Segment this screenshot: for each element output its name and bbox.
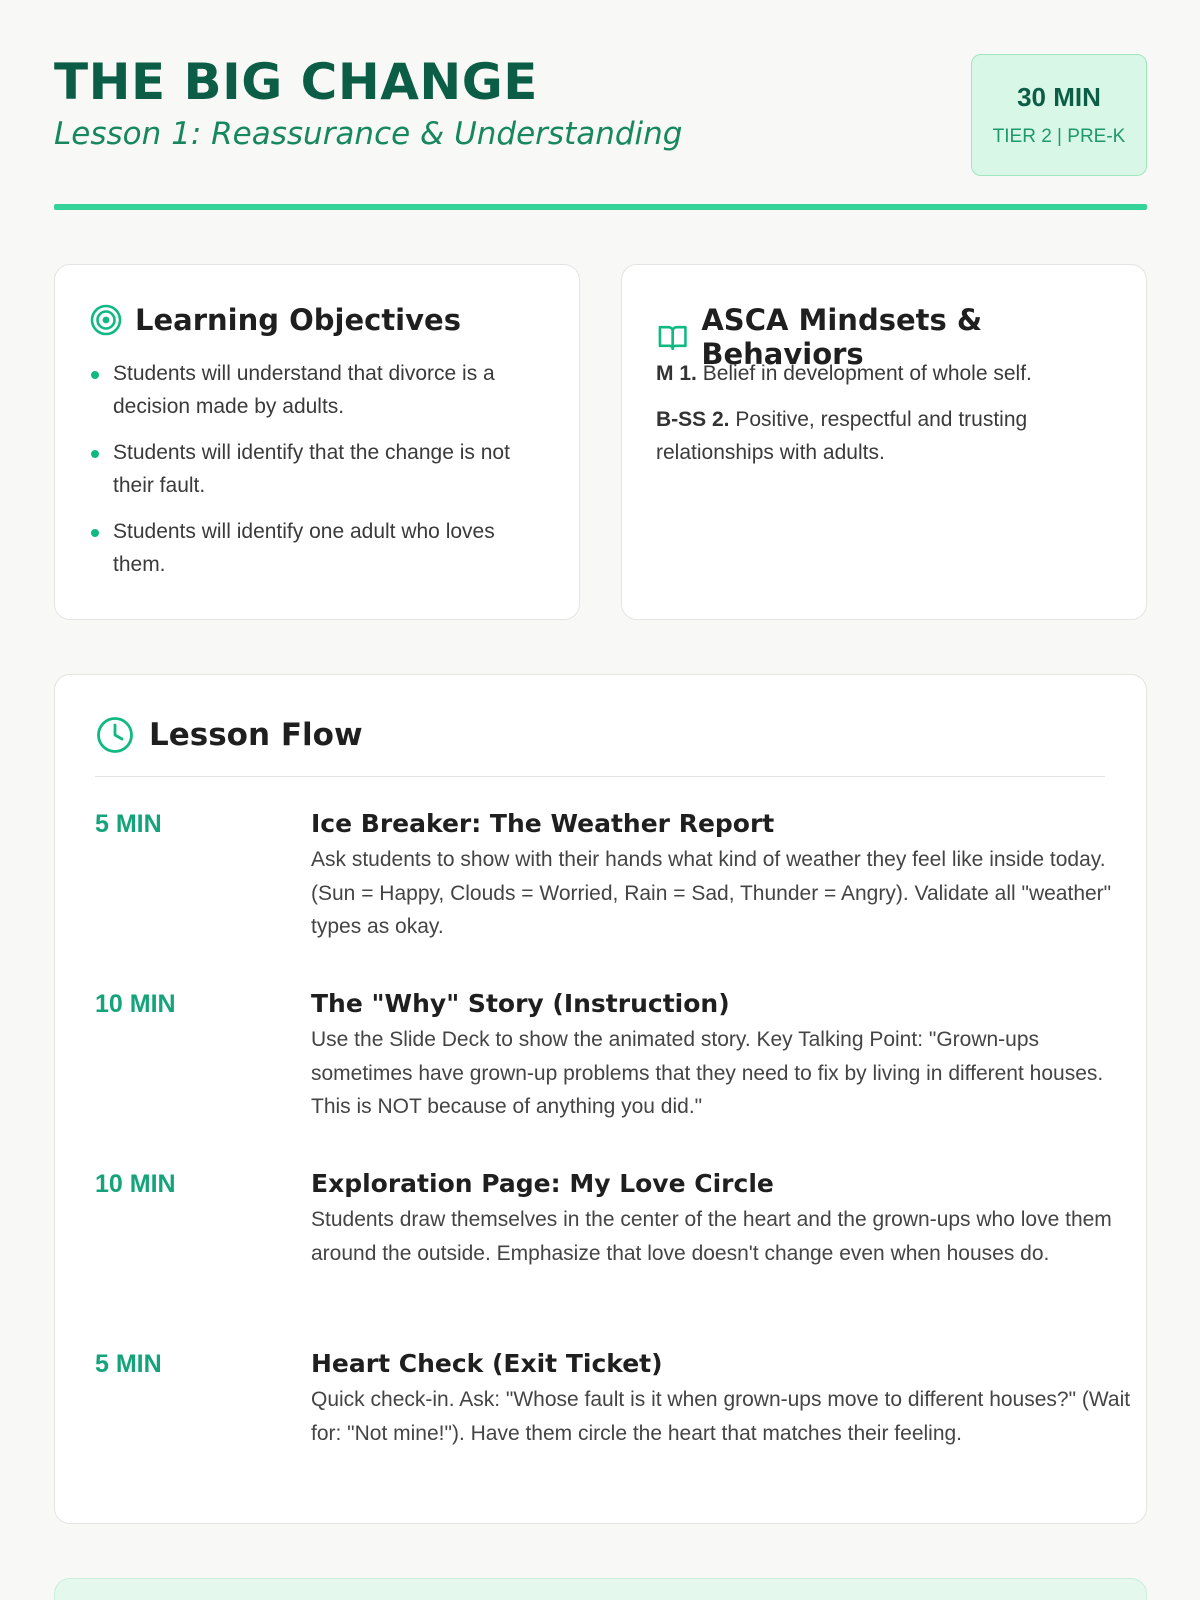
flow-title: Lesson Flow — [149, 717, 363, 753]
bottom-card — [54, 1578, 1147, 1600]
step-duration: 10 MIN — [95, 1170, 176, 1198]
step-description: Ask students to show with their hands what kind of weather they feel like inside today. (Sun = Happy, Clouds = Worried, Rain = Sad, Thunder = Angry). Validate all "weather" types as okay. — [311, 848, 1112, 938]
step-duration: 5 MIN — [95, 810, 162, 838]
duration-label: 30 MIN — [1017, 82, 1101, 112]
step-duration: 5 MIN — [95, 1350, 162, 1378]
list-item — [656, 357, 1096, 390]
step-title: Exploration Page: My Love Circle — [311, 1169, 774, 1198]
step-title: The "Why" Story (Instruction) — [311, 989, 730, 1018]
objectives-header — [89, 303, 461, 337]
lesson-flow-card — [54, 674, 1147, 1524]
learning-objectives-card — [54, 264, 580, 620]
target-icon — [89, 303, 123, 337]
step-duration: 10 MIN — [95, 990, 176, 1018]
page-title: THE BIG CHANGE — [54, 53, 538, 111]
asca-code: B-SS 2. — [656, 408, 730, 431]
asca-list — [656, 357, 1096, 482]
lesson-header — [54, 52, 1147, 212]
duration-badge — [971, 54, 1147, 176]
objectives-list — [89, 357, 539, 594]
list-item: Students will identify that the change is not their fault. — [89, 436, 539, 502]
list-item: Students will understand that divorce is a decision made by adults. — [89, 357, 539, 423]
header-divider — [54, 204, 1147, 210]
step-description: Use the Slide Deck to show the animated story. Key Talking Point: "Grown-ups sometimes have grown-up problems that they need to fix by living in different houses. This is NOT because of anything you did." — [311, 1028, 1104, 1118]
objectives-title: Learning Objectives — [135, 303, 461, 337]
book-icon — [656, 320, 689, 354]
asca-text: Positive, respectful and trusting relationships with adults. — [656, 408, 1028, 464]
step-title: Heart Check (Exit Ticket) — [311, 1349, 663, 1378]
flow-divider — [95, 776, 1105, 777]
list-item — [656, 403, 1096, 469]
step-description: Quick check-in. Ask: "Whose fault is it when grown-ups move to different houses?" (Wait for: "Not mine!"). Have them circle the heart that matches their feeling. — [311, 1388, 1131, 1445]
asca-title: ASCA Mindsets & Behaviors — [701, 303, 983, 371]
asca-card — [621, 264, 1147, 620]
asca-code: M 1. — [656, 362, 697, 385]
clock-icon — [95, 715, 135, 755]
asca-text: Belief in development of whole self. — [702, 362, 1032, 385]
lesson-subtitle: Lesson 1: Reassurance & Understanding — [54, 116, 683, 152]
step-title: Ice Breaker: The Weather Report — [311, 809, 775, 838]
step-description: Students draw themselves in the center of the heart and the grown-ups who love them around the outside. Emphasize that love doesn't change even when houses do. — [311, 1208, 1112, 1265]
list-item: Students will identify one adult who loves them. — [89, 515, 539, 581]
flow-header — [95, 715, 363, 755]
tier-label: TIER 2 | PRE-K — [992, 126, 1126, 147]
